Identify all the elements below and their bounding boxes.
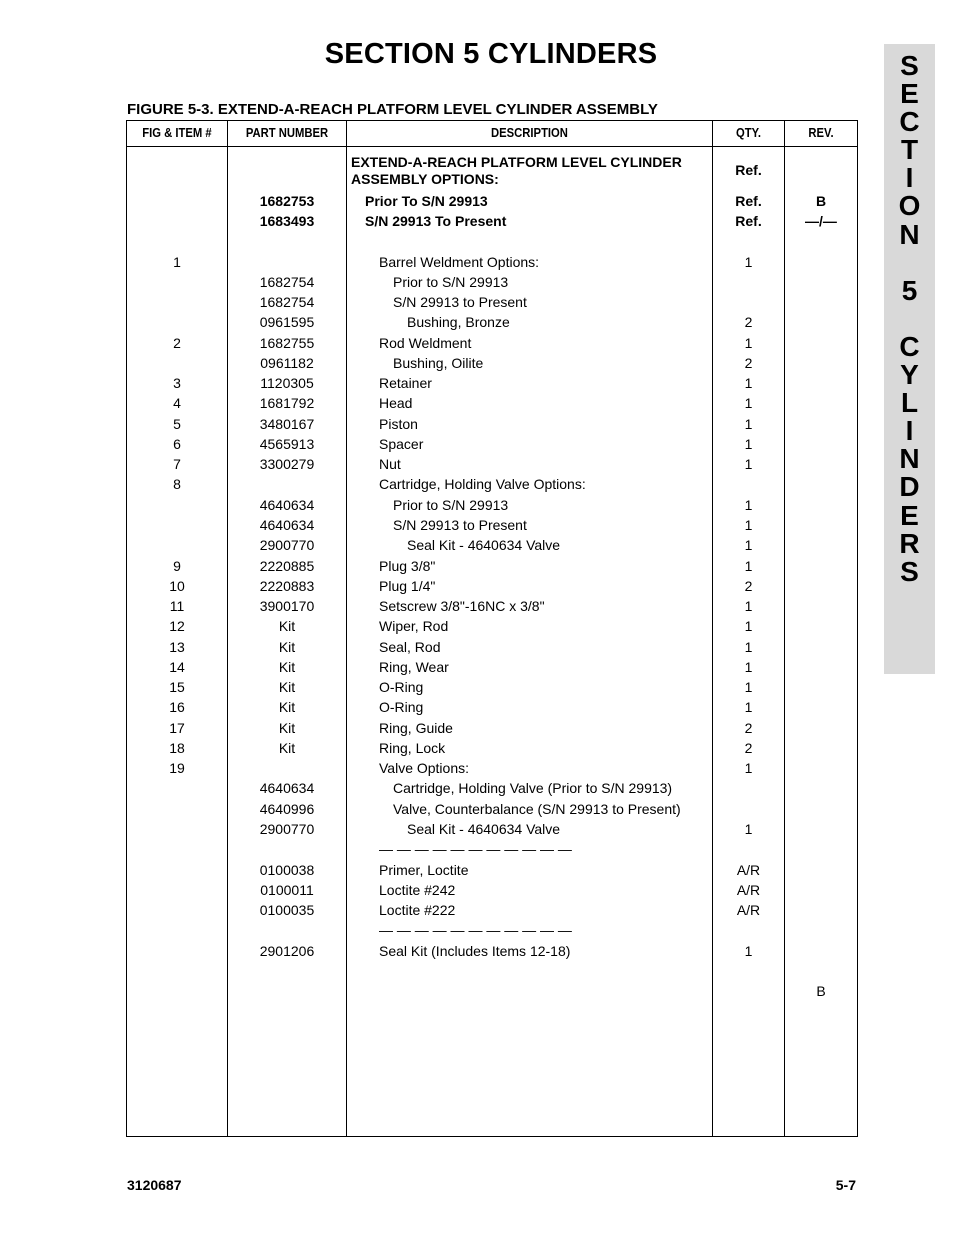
fig-item-cell: 12 [169,618,185,634]
description-cell: Wiper, Rod [379,618,449,634]
description-cell: — — — — — — — — — — — [379,922,572,938]
side-tab-letter: 5 [901,274,918,306]
side-tab-letter: S [900,50,919,81]
part-number-cell: 4640996 [259,801,315,817]
part-number-cell: 0961595 [259,314,315,330]
part-number-cell: 4640634 [259,780,315,796]
part-number-cell: 0100011 [260,882,314,898]
qty-cell: 1 [744,436,753,452]
header-description: DESCRIPTION [491,126,568,140]
description-cell: Head [379,395,413,411]
description-cell: Spacer [379,436,424,452]
description-cell: Ring, Wear [379,659,449,675]
part-number-cell: 0100038 [259,862,315,878]
qty-cell: 1 [744,679,753,695]
fig-item-cell: 18 [169,740,185,756]
fig-item-cell: 9 [173,558,181,574]
description-cell: Prior To S/N 29913 [365,193,488,209]
qty-cell: 1 [744,537,753,553]
description-cell: Nut [379,456,401,472]
qty-cell: 1 [744,760,753,776]
part-number-cell: 2220885 [259,558,315,574]
part-number-cell: 1682753 [259,193,315,209]
page-number: 5-7 [835,1177,856,1193]
part-number-cell: Kit [278,720,296,736]
header-divider [127,146,857,147]
fig-item-cell: 7 [173,456,181,472]
parts-table [126,120,858,1137]
part-number-cell: 1683493 [259,213,315,229]
side-tab-letter: T [900,134,919,166]
description-cell: Ring, Guide [379,720,453,736]
part-number-cell: 2901206 [259,943,315,959]
part-number-cell: 1682754 [259,274,315,290]
description-cell: Plug 3/8" [379,558,436,574]
description-cell: S/N 29913 to Present [393,294,527,310]
header-rev: REV. [808,126,834,140]
description-cell: Piston [379,416,418,432]
description-cell: Bushing, Oilite [393,355,484,371]
part-number-cell: 1120305 [260,375,314,391]
side-tab-letter: E [900,78,919,110]
side-tab-letter: I [905,162,914,194]
side-tab-letter: R [899,527,920,559]
side-tab-letters [884,52,935,586]
side-tab-letter: C [899,330,920,362]
part-number-cell: 1682755 [259,335,315,351]
qty-cell: A/R [736,862,761,878]
part-number-cell: 0961182 [260,355,314,371]
side-tab-letter: N [899,443,920,475]
description-cell: Cartridge, Holding Valve Options: [379,476,586,492]
fig-item-cell: 15 [169,679,185,695]
description-cell: — — — — — — — — — — — [379,841,572,857]
qty-cell: 1 [744,659,753,675]
part-number-cell: 3900170 [259,598,315,614]
part-number-cell: Kit [278,659,296,675]
qty-cell: Ref. [735,193,762,209]
description-cell: Rod Weldment [379,335,472,351]
side-tab-letter: D [899,471,920,503]
description-cell: Barrel Weldment Options: [379,254,540,270]
document-number: 3120687 [127,1177,182,1193]
description-cell: O-Ring [379,679,424,695]
part-number-cell: Kit [278,740,296,756]
part-number-cell: Kit [278,618,296,634]
description-cell: Cartridge, Holding Valve (Prior to S/N 29913) [393,780,673,796]
side-tab-letter: E [900,499,919,531]
part-number-cell: 3480167 [259,416,315,432]
section-title: SECTION 5 CYLINDERS [324,38,658,70]
description-cell: Valve Options: [379,760,470,776]
description-cell: O-Ring [379,699,424,715]
qty-cell: 1 [744,618,753,634]
fig-item-cell: 5 [173,416,181,432]
part-number-cell: Kit [278,699,296,715]
side-tab-letter: N [899,218,920,250]
description-cell: Ring, Lock [379,740,446,756]
qty-cell: 2 [744,740,753,756]
qty-cell: 1 [744,254,753,270]
description-cell: S/N 29913 To Present [365,213,507,229]
rev-cell: —/— [805,213,837,229]
qty-cell: 1 [744,335,753,351]
qty-cell: 1 [744,821,753,837]
qty-cell: 1 [744,375,753,391]
header-qty: QTY. [735,126,762,140]
part-number-cell: 2900770 [259,537,315,553]
side-tab-letter: L [900,387,919,419]
fig-item-cell: 1 [173,254,181,270]
fig-item-cell: 13 [169,639,185,655]
part-number-cell: 4640634 [259,517,315,533]
qty-cell: Ref. [735,213,762,229]
qty-cell: 1 [744,699,753,715]
side-tab-letter: I [905,415,914,447]
fig-item-cell: 6 [173,436,181,452]
side-tab-letter: C [899,106,920,138]
qty-cell: 1 [744,598,753,614]
part-number-cell: 1682754 [259,294,315,310]
qty-cell: 1 [744,639,753,655]
section-side-tab [884,44,935,674]
part-number-cell: 0100035 [259,902,315,918]
description-cell: Seal Kit (Includes Items 12-18) [379,943,571,959]
qty-cell: 1 [744,943,753,959]
description-cell: Setscrew 3/8"-16NC x 3/8" [379,598,545,614]
fig-item-cell: 8 [173,476,181,492]
side-tab-letter: O [898,190,921,222]
qty-cell: 1 [744,517,753,533]
fig-item-cell: 19 [169,760,185,776]
part-number-cell: Kit [278,679,296,695]
qty-cell: 1 [744,456,753,472]
qty-cell: 1 [744,558,753,574]
fig-item-cell: 4 [173,395,181,411]
qty-cell: 1 [744,497,753,513]
description-cell: Seal, Rod [379,639,441,655]
description-cell: EXTEND-A-REACH PLATFORM LEVEL CYLINDER ASSEMBLY OPTIONS: [351,154,682,187]
description-cell: Seal Kit - 4640634 Valve [407,537,561,553]
rev-cell: B [816,983,826,999]
rev-cell: B [815,193,827,209]
description-cell: Seal Kit - 4640634 Valve [407,821,561,837]
description-cell: Primer, Loctite [379,862,469,878]
qty-cell: 2 [744,720,753,736]
fig-item-cell: 14 [169,659,185,675]
side-tab-letter: Y [900,359,919,391]
description-cell: Prior to S/N 29913 [393,497,509,513]
part-number-cell: 4565913 [259,436,315,452]
description-cell: S/N 29913 to Present [393,517,527,533]
fig-item-cell: 17 [169,720,185,736]
header-fig-item: FIG & ITEM # [142,126,212,140]
description-cell: Valve, Counterbalance (S/N 29913 to Present) [393,801,681,817]
qty-cell: 2 [744,314,753,330]
qty-cell: A/R [736,882,761,898]
part-number-cell: 3300279 [259,456,315,472]
qty-cell: A/R [736,902,761,918]
description-cell: Bushing, Bronze [407,314,510,330]
part-number-cell: 1681792 [259,395,315,411]
description-cell: Loctite #222 [379,902,456,918]
fig-item-cell: 10 [169,578,185,594]
qty-cell: 1 [744,395,753,411]
description-cell: Retainer [379,375,432,391]
fig-item-cell: 11 [169,598,185,614]
figure-title: FIGURE 5-3. EXTEND-A-REACH PLATFORM LEVEL CYLINDER ASSEMBLY [127,101,658,118]
fig-item-cell: 3 [173,375,181,391]
part-number-cell: Kit [278,639,296,655]
part-number-cell: 2900770 [259,821,315,837]
fig-item-cell: 16 [169,699,185,715]
description-cell: Loctite #242 [379,882,456,898]
header-part-number: PART NUMBER [245,126,329,140]
description-cell: Plug 1/4" [379,578,436,594]
part-number-cell: 2220883 [259,578,315,594]
side-tab-letter: S [900,555,919,587]
column-divider [346,121,347,1136]
qty-cell: 1 [744,416,753,432]
qty-cell: Ref. [735,162,762,178]
fig-item-cell: 2 [173,335,181,351]
qty-cell: 2 [744,578,753,594]
qty-cell: 2 [744,355,753,371]
description-cell: Prior to S/N 29913 [393,274,509,290]
part-number-cell: 4640634 [259,497,315,513]
